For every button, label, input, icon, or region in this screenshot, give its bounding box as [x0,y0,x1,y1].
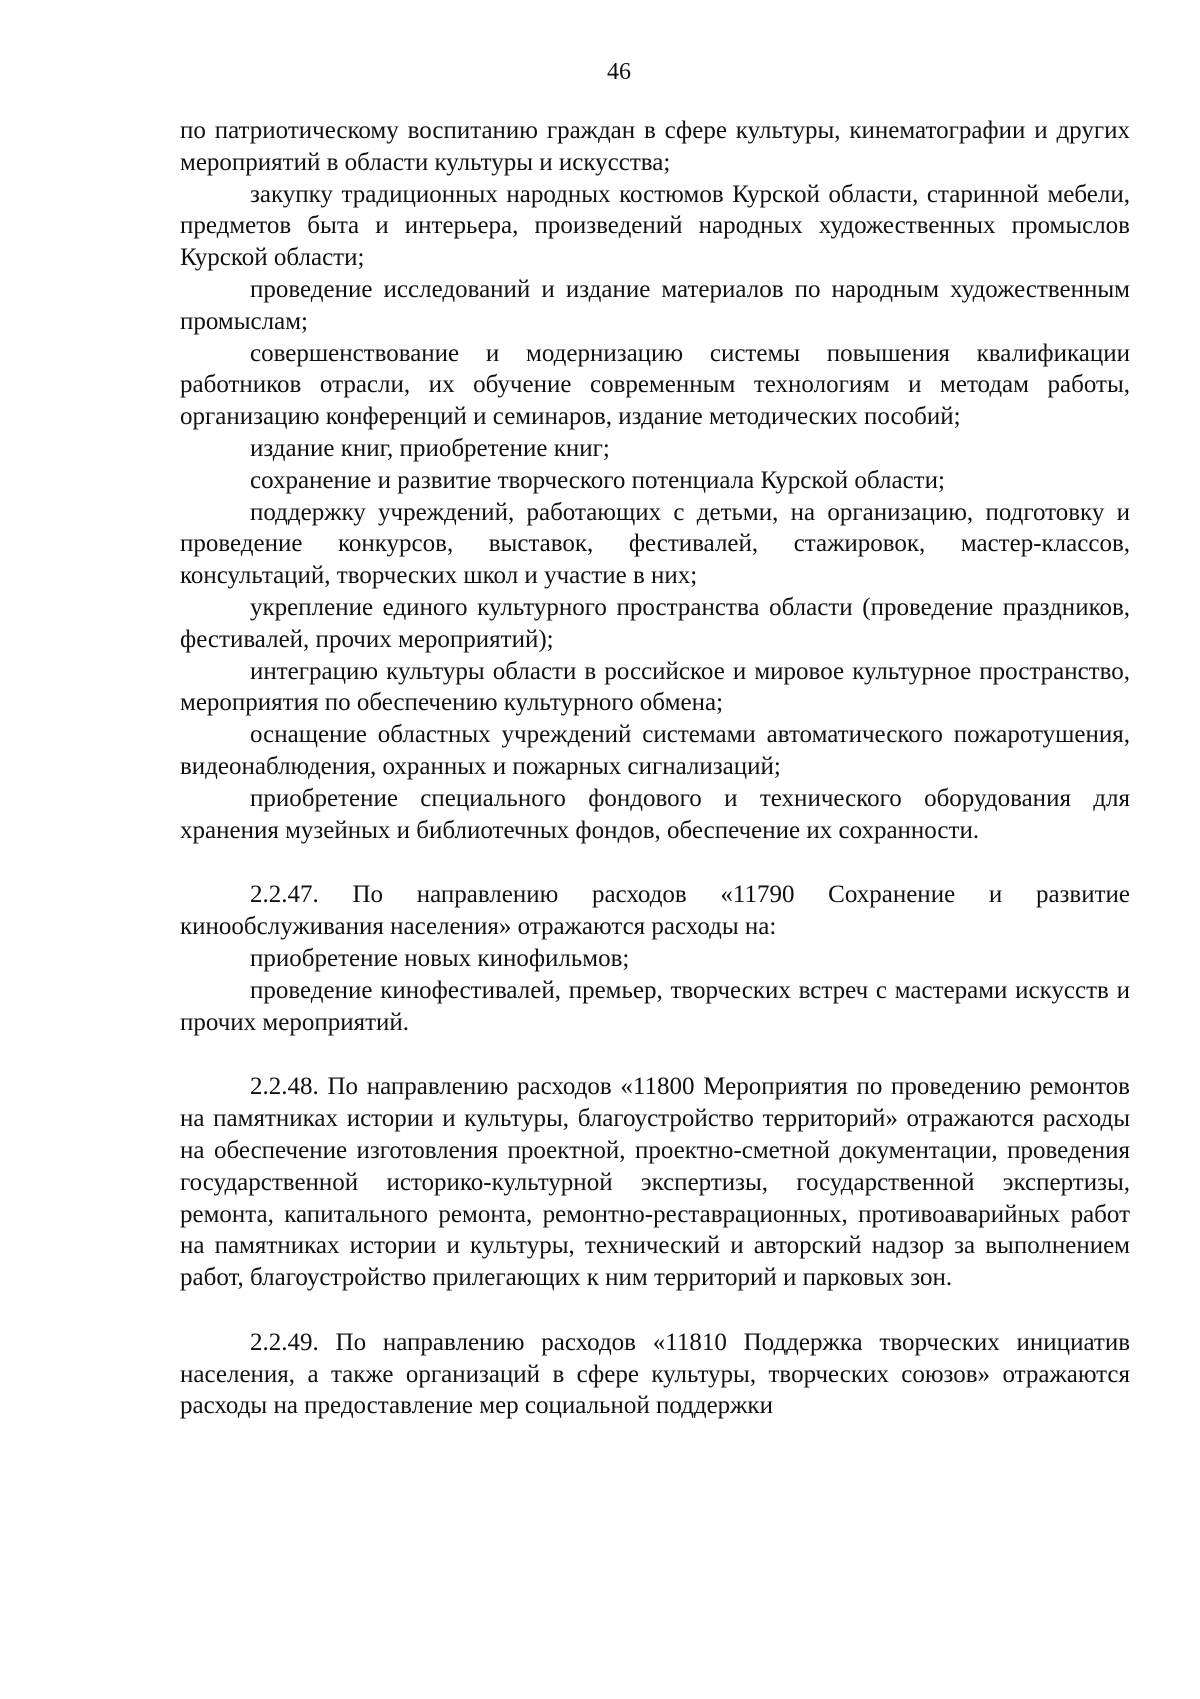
paragraph: по патриотическому воспитанию граждан в сфере культуры, кинематографии и других мероприятий в области культуры и искусства; [180,117,1130,176]
list-item: закупку традиционных народных костюмов Курской области, старинной мебели, предметов быта и интерьера, произведений народных художественных промыслов Курской области; [180,180,1130,272]
section-2-2-49 [180,1327,1130,1422]
list-item: приобретение новых кинофильмов; [250,944,630,972]
section-2-2-48 [180,1071,1130,1294]
list-item: укрепление единого культурного пространства области (проведение праздников, фестивалей, прочих мероприятий); [180,593,1130,653]
list-item: издание книг, приобретение книг; [250,434,610,462]
list-item: сохранение и развитие творческого потенциала Курской области; [250,466,945,494]
section-heading-paragraph: 2.2.49. По направлению расходов «11810 Поддержка творческих инициатив населения, а также организаций в сфере культуры, творческих союзов» отражаются расходы на предоставление мер социальной поддержки [180,1328,1130,1420]
page-number: 46 [607,59,631,85]
page-body [180,115,1130,1422]
list-continuation [180,115,1130,846]
list-item: совершенствование и модернизацию системы повышения квалификации работников отрасли, их обучение современным технологиям и методам работы, организацию конференций и семинаров, издание методических пособий; [180,339,1130,431]
section-2-2-47 [180,879,1130,1038]
list-item: интеграцию культуры области в российское и мировое культурное пространство, мероприятия по обеспечению культурного обмена; [180,657,1130,717]
list-item: проведение кинофестивалей, премьер, творческих встреч с мастерами искусств и прочих мероприятий. [180,976,1130,1036]
list-item: оснащение областных учреждений системами автоматического пожаротушения, видеонаблюдения, охранных и пожарных сигнализаций; [180,721,1130,780]
list-item: поддержку учреждений, работающих с детьми, на организацию, подготовку и проведение конкурсов, выставок, фестивалей, стажировок, мастер-классов, консультаций, творческих школ и участие в них; [180,498,1130,590]
list-item: проведение исследований и издание материалов по народным художественным промыслам; [180,275,1130,335]
section-heading-paragraph: 2.2.47. По направлению расходов «11790 Сохранение и развитие кинообслуживания населения» отражаются расходы на: [180,881,1130,941]
list-item: приобретение специального фондового и технического оборудования для хранения музейных и библиотечных фондов, обеспечение их сохранности. [180,784,1130,844]
section-heading-paragraph: 2.2.48. По направлению расходов «11800 Мероприятия по проведению ремонтов на памятниках истории и культуры, благоустройство территорий» отражаются расходы на обеспечение изготовления проектной, проектно-сметной документации, проведения государственной историко-культурной экспертизы, государственной экспертизы, ремонта, капитального ремонта, ремонтно-реставрационных, противоаварийных работ на памятниках истории и культуры, технический и авторский надзор за выполнением работ, благоустройство прилегающих к ним территорий и парковых зон. [180,1073,1130,1292]
